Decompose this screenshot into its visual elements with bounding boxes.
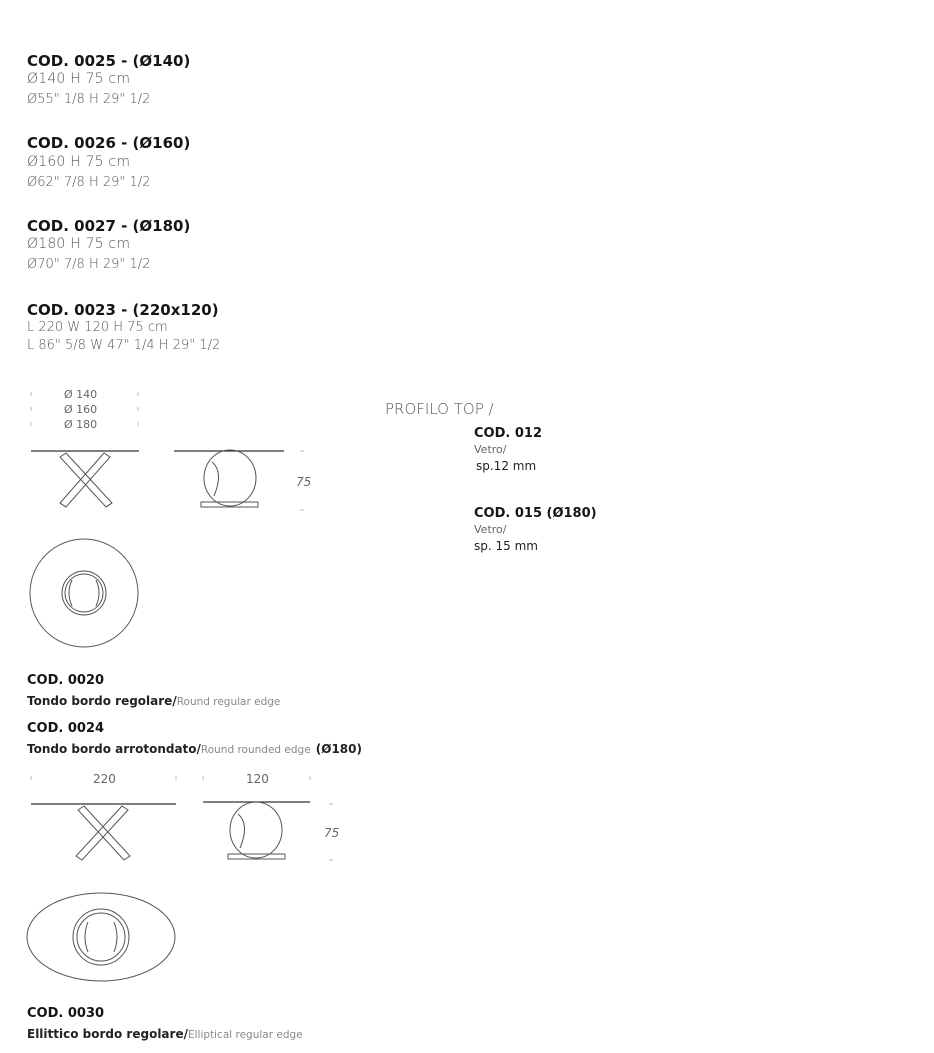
- edge-code-0020: COD. 0020: [27, 673, 105, 688]
- profile-thickness-012: sp.12 mm: [476, 459, 537, 473]
- rect-width-label: 120: [246, 772, 269, 786]
- spec-dim-in-0025: Ø55" 1/8 H 29" 1/2: [27, 92, 151, 107]
- diameter-label-180: Ø 180: [64, 418, 98, 431]
- edge-code-0030: COD. 0030: [27, 1006, 105, 1021]
- spec-dim-cm-0025: Ø140 H 75 cm: [27, 71, 131, 87]
- spec-dim-cm-0023: L 220 W 120 H 75 cm: [27, 320, 168, 335]
- spec-dim-cm-0027: Ø180 H 75 cm: [27, 236, 131, 252]
- diameter-label-140: Ø 140: [64, 388, 98, 401]
- profile-code-015: COD. 015 (Ø180): [474, 506, 597, 521]
- round-height-label: 75: [296, 475, 312, 489]
- spec-code-0026: COD. 0026 - (Ø160): [27, 134, 191, 152]
- spec-dim-cm-0026: Ø160 H 75 cm: [27, 154, 131, 170]
- edge-code-0024: COD. 0024: [27, 721, 105, 736]
- spec-dim-in-0026: Ø62" 7/8 H 29" 1/2: [27, 175, 151, 190]
- profile-material-015: Vetro/: [474, 523, 507, 536]
- profile-thickness-015: sp. 15 mm: [474, 539, 538, 553]
- profile-title: PROFILO TOP /: [385, 400, 494, 418]
- edge-desc-en-0020: Round regular edge: [176, 696, 281, 708]
- rect-length-label: 220: [93, 772, 116, 786]
- edge-desc-0030: [27, 1023, 303, 1042]
- spec-dim-in-0023: L 86" 5/8 W 47" 1/4 H 29" 1/2: [27, 338, 221, 353]
- edge-desc-en-0024: Round rounded edge: [200, 744, 311, 756]
- edge-desc-extra-0024: (Ø180): [315, 742, 362, 756]
- edge-desc-it-0030: Ellittico bordo regolare/: [27, 1027, 188, 1041]
- edge-desc-it-0024: Tondo bordo arrotondato/: [27, 742, 201, 756]
- edge-desc-it-0020: Tondo bordo regolare/: [27, 694, 177, 708]
- edge-desc-en-0030: Elliptical regular edge: [187, 1029, 303, 1041]
- spec-code-0025: COD. 0025 - (Ø140): [27, 52, 191, 70]
- profile-code-012: COD. 012: [474, 426, 542, 441]
- rect-height-label: 75: [324, 826, 340, 840]
- spec-code-0027: COD. 0027 - (Ø180): [27, 217, 191, 235]
- spec-dim-in-0027: Ø70" 7/8 H 29" 1/2: [27, 257, 151, 272]
- spec-code-0023: COD. 0023 - (220x120): [27, 301, 219, 319]
- diameter-label-160: Ø 160: [64, 403, 98, 416]
- profile-material-012: Vetro/: [474, 443, 507, 456]
